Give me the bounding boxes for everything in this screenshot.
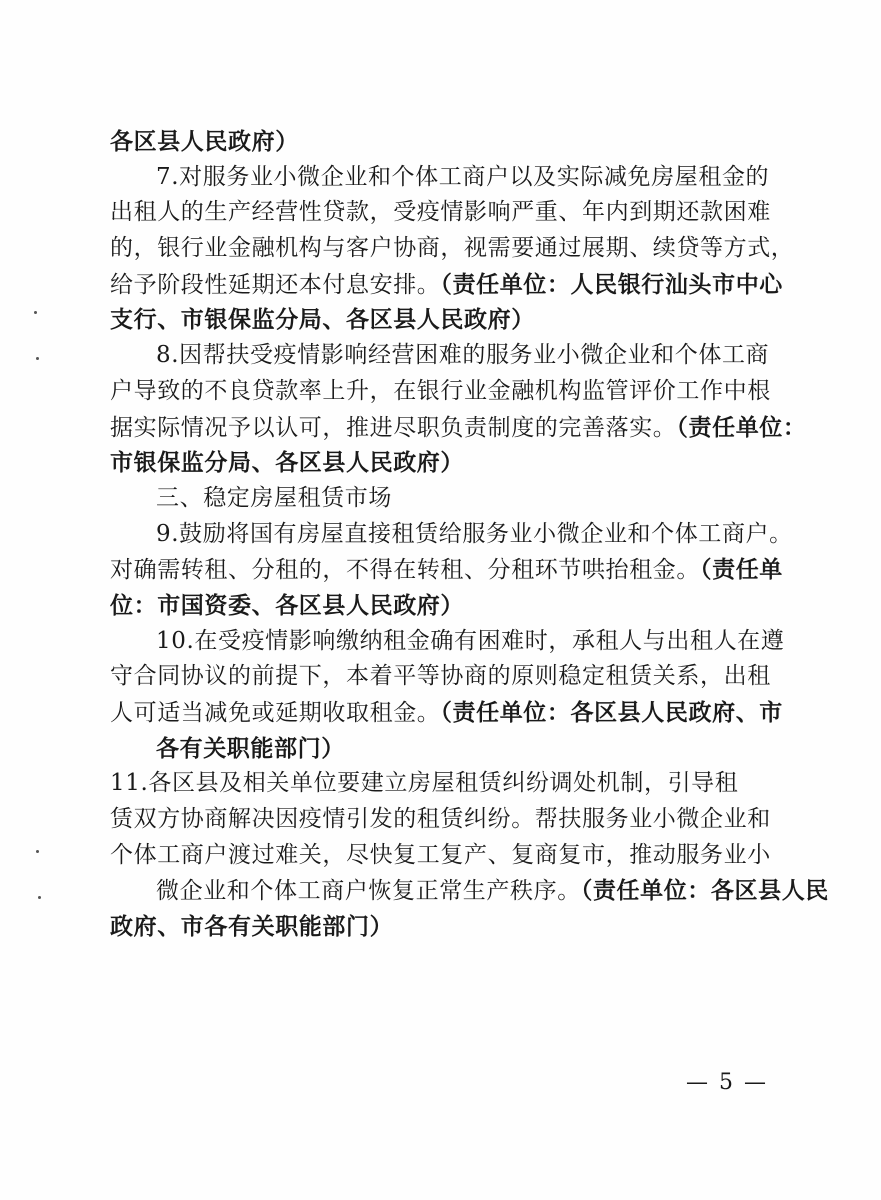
responsible-unit-text: 市银保监分局、各区县人民政府） (110, 449, 464, 477)
text-line (110, 588, 770, 624)
text-line (110, 338, 770, 374)
text-line (110, 160, 770, 196)
text-line (110, 374, 770, 410)
text-line (110, 410, 807, 446)
text-line (110, 909, 770, 945)
responsible-unit-text: 支行、市银保监分局、各区县人民政府） (110, 306, 535, 334)
text-line (110, 552, 783, 588)
responsible-unit-text: （责任单位：各区县人民政府、市 (440, 699, 783, 726)
text-line (110, 267, 783, 303)
text-line (110, 731, 770, 767)
body-text: 赁双方协商解决因疫情引发的租赁纠纷。帮扶服务业小微企业和 (110, 806, 771, 833)
body-text: 微企业和个体工商户恢复正常生产秩序。 (156, 878, 581, 905)
responsible-unit-text: 各有关职能部门） (156, 734, 345, 762)
body-text: 出租人的生产经营性贷款，受疫情影响严重、年内到期还款困难 (110, 199, 771, 226)
responsible-unit-text: （责任单 (700, 556, 783, 584)
responsible-unit-text: 位：市国资委、各区县人民政府） (110, 591, 464, 619)
text-line (110, 481, 770, 517)
body-text: 10.在受疫情影响缴纳租金确有困难时，承租人与出租人在遵 (156, 627, 785, 654)
text-line (110, 802, 770, 838)
text-line (110, 873, 829, 909)
body-text: 对确需转租、分租的，不得在转租、分租环节哄抬租金。 (110, 557, 700, 584)
body-text: 的，银行业金融机构与客户协商，视需要通过展期、续贷等方式， (110, 235, 795, 262)
body-text: 人可适当减免或延期收取租金。 (110, 700, 441, 726)
responsible-unit-text: 政府、市各有关职能部门） (110, 913, 394, 941)
body-text: 7.对服务业小微企业和个体工商户以及实际减免房屋租金的 (156, 163, 770, 190)
scan-artifact-dot (36, 357, 39, 360)
scan-artifact-dot (36, 850, 39, 853)
body-text: 个体工商户渡过难关，尽快复工复产、复商复市，推动服务业小 (110, 841, 771, 868)
text-line (110, 695, 783, 731)
body-text: 三、稳定房屋租赁市场 (156, 484, 392, 511)
body-text: 11.各区县及相关单位要建立房屋租赁纠纷调处机制，引导租 (110, 770, 739, 797)
text-line (110, 838, 770, 874)
page-number: — 5 — (686, 1070, 768, 1095)
text-line (110, 624, 785, 660)
body-text: 户导致的不良贷款率上升，在银行业金融机构监管评价工作中根 (110, 377, 771, 404)
text-line (110, 302, 770, 338)
responsible-unit-text: （责任单位： (676, 413, 807, 441)
scan-artifact-dot (38, 896, 41, 899)
text-line (110, 766, 770, 802)
text-line (110, 124, 770, 160)
responsible-unit-text: （责任单位：人民银行汕头市中心 (440, 270, 783, 298)
responsible-unit-text: （责任单位：各区县人民 (580, 877, 829, 905)
text-line (110, 231, 795, 267)
body-text: 据实际情况予以认可，推进尽职负责制度的完善落实。 (110, 414, 677, 441)
text-line (110, 517, 793, 553)
body-text: 守合同协议的前提下，本着平等协商的原则稳定租赁关系，出租 (110, 663, 771, 690)
body-text: 9.鼓励将国有房屋直接租赁给服务业小微企业和个体工商户。 (156, 520, 793, 547)
body-text: 8.因帮扶受疫情影响经营困难的服务业小微企业和个体工商 (156, 342, 770, 369)
document-body (110, 124, 829, 945)
text-line (110, 195, 770, 231)
body-text: 给予阶段性延期还本付息安排。 (110, 271, 441, 298)
text-line (110, 445, 770, 481)
text-line (110, 659, 770, 695)
responsible-unit-text: 各区县人民政府） (110, 128, 299, 155)
scan-artifact-dot (34, 311, 37, 314)
